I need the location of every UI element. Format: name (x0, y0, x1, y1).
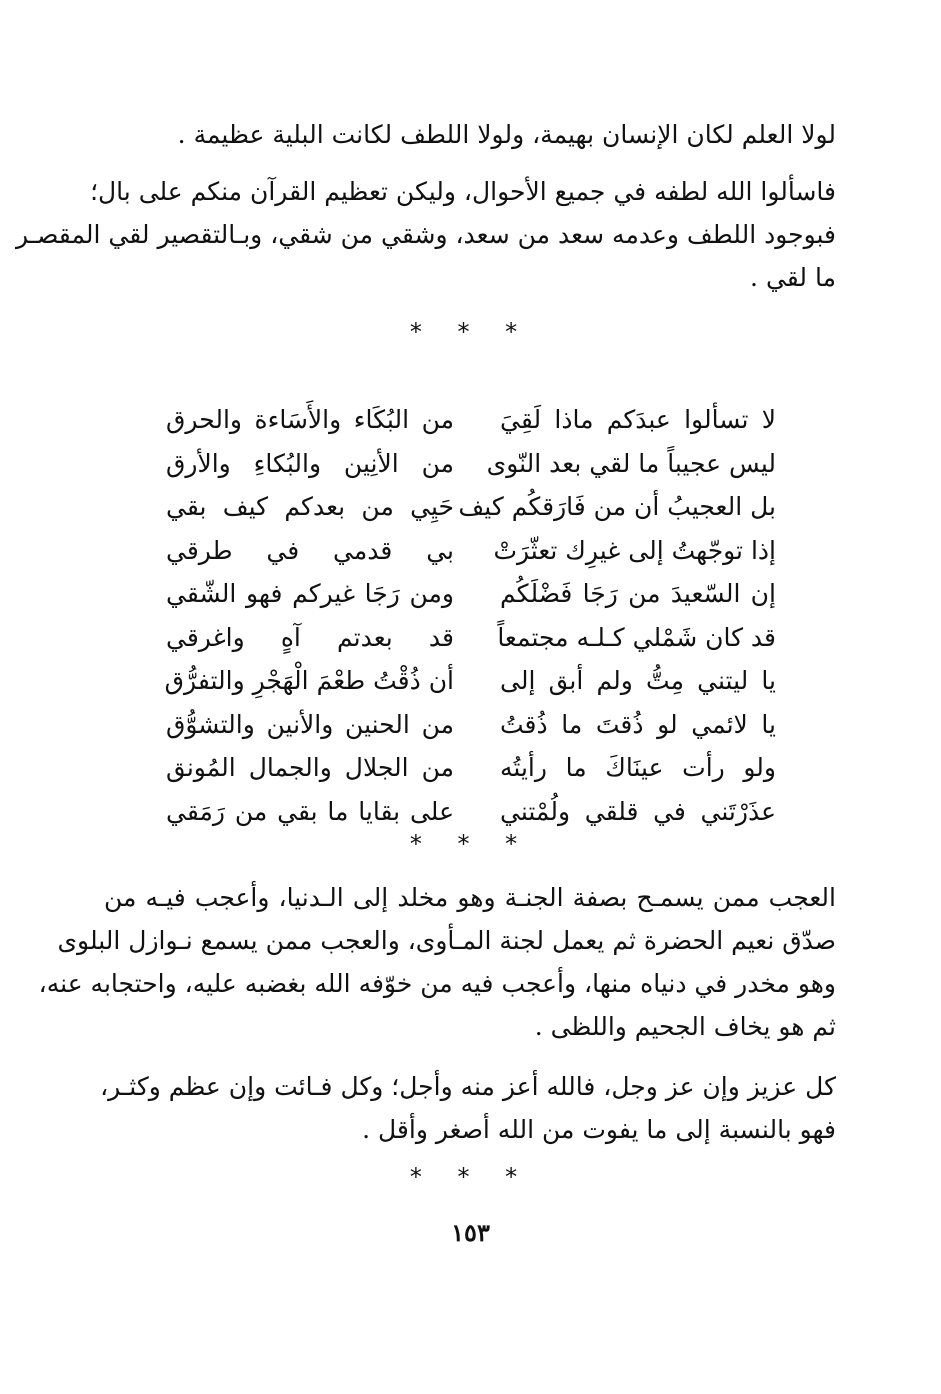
verse-second-hemistich: على بقايا ما بقي من رَمَقي (166, 796, 454, 826)
section-separator: * * * (409, 1163, 532, 1191)
verse-first-hemistich: لا تسألوا عبدَكم ماذا لَقِيَ (500, 405, 776, 434)
poem-verse (166, 790, 776, 834)
text-line: وهو مخدر في دنياه منها، وأعجب فيه من خوّفه الله بغضبه عليه، واحتجابه عنه، (38, 969, 836, 998)
text-line: كل عزيز وإن عز وجل، فالله أعز منه وأجل؛ وكل فـائت وإن عظم وكثـر، (100, 1072, 836, 1101)
paragraph-intro (104, 113, 836, 156)
poem-verse (166, 572, 776, 616)
verse-first-hemistich: ولو رأت عينَاكَ ما رأيتُه (500, 753, 776, 782)
poem-verse (166, 398, 776, 442)
verse-second-hemistich: من الجلال والجمال المُونق (166, 753, 454, 782)
poem-verse (166, 746, 776, 790)
text-line: ثم هو يخاف الجحيم واللظى . (534, 1012, 836, 1041)
poem-verse (166, 659, 776, 703)
verse-second-hemistich: أن ذُقْتُ طعْمَ الْهَجْرِ والتفرُّق (164, 666, 454, 695)
verse-first-hemistich: إن السّعيدَ من رَجَا فَضْلَكُم (500, 579, 776, 608)
poem-verse (166, 616, 776, 660)
poem-verse (166, 442, 776, 486)
text-line: فهو بالنسبة إلى ما يفوت من الله أصغر وأقل . (362, 1115, 836, 1144)
text-line: صدّق نعيم الحضرة ثم يعمل لجنة المـأوى، والعجب ممن يسمع نـوازل البلوى (57, 926, 836, 955)
section-separator: * * * (409, 318, 532, 346)
poem-verse (166, 703, 776, 747)
text-line: العجب ممن يسمـح بصفة الجنـة وهو مخلد إلى الـدنيا، وأعجب فيـه من (104, 883, 836, 912)
verse-first-hemistich: عذَرْتَني في قلقي ولُمْتني (500, 796, 776, 826)
verse-first-hemistich: يا لائمي لو ذُقتَ ما ذُقتُ (500, 709, 776, 739)
verse-second-hemistich: قد بعدتم آهٍ واغرقي (166, 622, 454, 652)
verse-second-hemistich: من الأنِين والبُكاءِ والأرق (166, 448, 454, 478)
verse-second-hemistich: من البُكَاء والأَسَاءة والحرق (166, 405, 454, 434)
page-number: ١٥٣ (451, 1218, 490, 1247)
verse-second-hemistich: حَيِي من بعدكم كيف بقي (166, 492, 454, 521)
verse-second-hemistich: ومن رَجَا غيركم فهو الشّقي (166, 579, 454, 608)
verse-first-hemistich: يا ليتني مِتُّ ولم أبق إلى (500, 666, 776, 695)
poem-verse (166, 485, 776, 529)
verse-first-hemistich: بل العجيبُ أن من فَارَقكُم كيف (458, 492, 776, 521)
paragraph-lutf (16, 170, 836, 299)
verse-second-hemistich: بي قدمي في طرقي (166, 535, 454, 565)
section-separator: * * * (409, 830, 532, 858)
verse-first-hemistich: قد كان شَمْلي كـلـه مجتمعاً (497, 622, 776, 652)
text-line: لولا العلم لكان الإنسان بهيمة، ولولا اللطف لكانت البلية عظيمة . (177, 120, 836, 149)
text-line: فبوجود اللطف وعدمه سعد من سعد، وشقي من شقي، وبـالتقصير لقي المقصـر (16, 220, 836, 249)
poem-verse (166, 529, 776, 573)
paragraph-ajab (38, 876, 836, 1048)
verse-second-hemistich: من الحنين والأنين والتشوُّق (166, 709, 454, 739)
poem (166, 398, 776, 833)
text-line: ما لقي . (750, 263, 836, 292)
paragraph-aziz (100, 1065, 836, 1151)
text-line: فاسألوا الله لطفه في جميع الأحوال، وليكن تعظيم القرآن منكم على بال؛ (90, 177, 836, 206)
verse-first-hemistich: إذا توجّهتُ إلى غيرِك تعثّرَتْ (493, 535, 776, 565)
verse-first-hemistich: ليس عجيباً ما لقي بعد النّوى (486, 448, 776, 478)
